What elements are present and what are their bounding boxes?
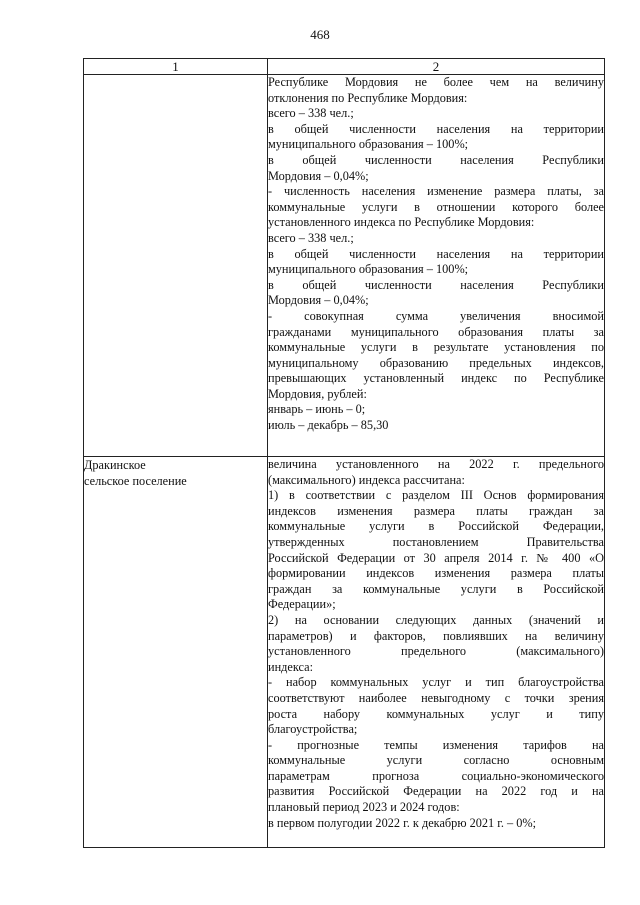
- text-line: - численность населения изменение размера платы, за: [268, 184, 604, 199]
- text-line: Мордовия – 0,04%;: [268, 168, 369, 183]
- page-number: 468: [310, 27, 330, 42]
- table-row: [84, 457, 605, 848]
- text-line: граждан за коммунальные услуги в Российской: [268, 581, 604, 596]
- text-line: Федерации»;: [268, 597, 336, 612]
- text-line: величина установленного на 2022 г. предельного: [268, 457, 604, 471]
- text-line: установленного предельного (максимального): [268, 644, 604, 659]
- text-line: соответствуют наиболее невыгодному с точки зрения: [268, 690, 604, 705]
- text-line: превышающих установленный индекс по Республике: [268, 371, 604, 386]
- table-row: [84, 75, 605, 457]
- text-line: отклонения по Республике Мордовия:: [268, 90, 468, 105]
- text-line: развития Российской Федерации на 2022 год и на: [268, 784, 604, 799]
- text-line: в первом полугодии 2022 г. к декабрю 2021 г. – 0%;: [268, 815, 537, 830]
- text-line: плановый период 2023 и 2024 годов:: [268, 800, 460, 815]
- description-cell: [268, 457, 605, 848]
- text-line: Мордовия, рублей:: [268, 386, 367, 401]
- text-line: муниципального образования – 100%;: [268, 137, 469, 152]
- text-line: в общей численности населения Республики: [268, 277, 604, 292]
- text-line: всего – 338 чел.;: [268, 106, 354, 121]
- text-line: - прогнозные темпы изменения тарифов на: [268, 737, 604, 752]
- text-line: индекса:: [268, 659, 314, 674]
- column-header-1: 1: [84, 59, 268, 75]
- municipality-name: Дракинское: [84, 458, 146, 472]
- text-line: формировании индексов изменения размера платы: [268, 566, 604, 581]
- text-line: коммунальные услуги в отношении которого более: [268, 199, 604, 214]
- text-line: в общей численности населения на территории: [268, 246, 604, 261]
- text-line: - набор коммунальных услуг и тип благоустройства: [268, 675, 604, 690]
- text-line: роста набору коммунальных услуг и типу: [268, 706, 604, 721]
- text-line: гражданами муниципального образования платы за: [268, 324, 604, 339]
- text-line: коммунальные услуги в Российской Федерации,: [268, 519, 604, 534]
- text-line: коммунальные услуги в результате установления по: [268, 340, 604, 355]
- municipality-cell: [84, 75, 268, 457]
- text-line: Мордовия – 0,04%;: [268, 293, 369, 308]
- text-line: в общей численности населения на территории: [268, 121, 604, 136]
- text-line: 2) на основании следующих данных (значений и: [268, 612, 604, 627]
- column-header-2: 2: [268, 59, 605, 75]
- text-line: муниципальному образованию предельных индексов,: [268, 355, 604, 370]
- data-table: [83, 58, 605, 848]
- text-line: Республике Мордовия не более чем на величину: [268, 75, 604, 89]
- description-cell: [268, 75, 605, 457]
- text-line: в общей численности населения Республики: [268, 152, 604, 167]
- municipality-type: сельское поселение: [84, 474, 187, 488]
- text-line: индексов изменения размера платы граждан за: [268, 503, 604, 518]
- text-line: параметров) и факторов, повлиявших на величину: [268, 628, 604, 643]
- text-line: утвержденных постановлением Правительства: [268, 534, 604, 549]
- table-header-row: [84, 59, 605, 75]
- text-line: (максимального) индекса рассчитана:: [268, 472, 465, 487]
- text-line: 1) в соответствии с разделом III Основ формирования: [268, 488, 604, 503]
- text-line: благоустройства;: [268, 722, 358, 737]
- text-line: январь – июнь – 0;: [268, 402, 366, 417]
- text-line: Российской Федерации от 30 апреля 2014 г. № 400 «О: [268, 550, 604, 565]
- text-line: июль – декабрь – 85,30: [268, 418, 389, 433]
- text-line: всего – 338 чел.;: [268, 230, 354, 245]
- text-line: - совокупная сумма увеличения вносимой: [268, 308, 604, 323]
- text-line: установленного индекса по Республике Мордовия:: [268, 215, 535, 230]
- text-line: коммунальные услуги согласно основным: [268, 753, 604, 768]
- text-line: муниципального образования – 100%;: [268, 262, 469, 277]
- text-line: параметрам прогноза социально-экономического: [268, 768, 604, 783]
- municipality-cell: [84, 457, 268, 848]
